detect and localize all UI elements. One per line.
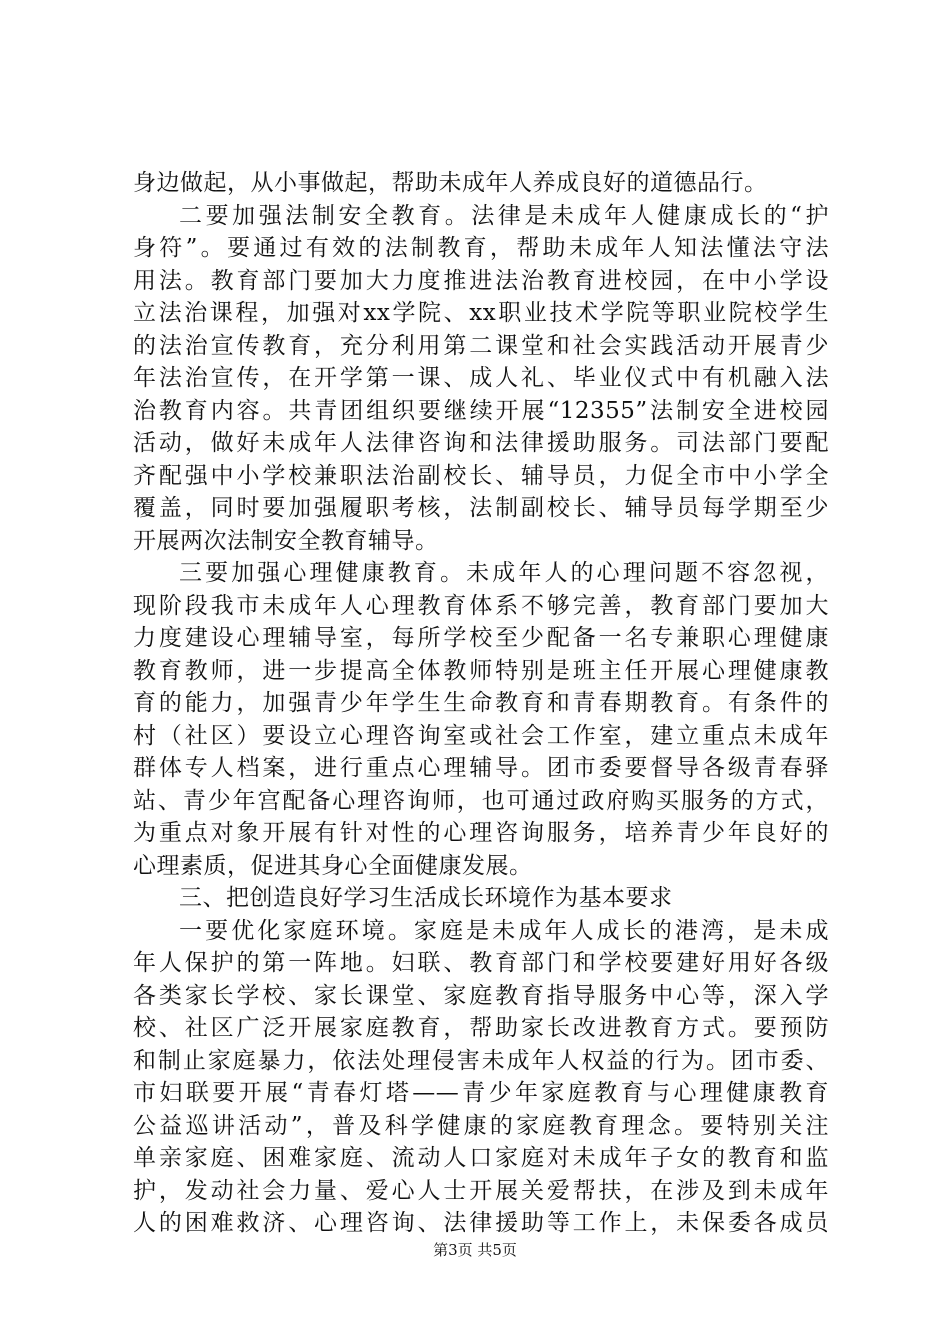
text-line: 心理素质，促进其身心全面健康发展。 [133,852,533,879]
text-line: 活动，做好未成年人法律咨询和法律援助服务。司法部门要配 [133,430,829,456]
text-line: 覆盖，同时要加强履职考核，法制副校长、辅导员每学期至少 [133,495,829,521]
text-line: 年人保护的第一阵地。妇联、教育部门和学校要建好用好各级 [133,950,829,976]
document-body [133,167,829,1240]
text-line: 齐配强中小学校兼职法治副校长、辅导员，力促全市中小学全 [133,462,829,489]
text-line: 为重点对象开展有针对性的心理咨询服务，培养青少年良好的 [133,820,829,846]
text-line: 单亲家庭、困难家庭、流动人口家庭对未成年子女的教育和监 [133,1145,829,1171]
text-line: 身符”。要通过有效的法制教育，帮助未成年人知法懂法守法 [133,235,829,261]
text-line: 人的困难救济、心理咨询、法律援助等工作上，未保委各成员 [133,1210,829,1236]
text-line: 开展两次法制安全教育辅导。 [133,527,439,554]
text-line: 治教育内容。共青团组织要继续开展“12355”法制安全进校园 [133,397,829,424]
text-line: 一要优化家庭环境。家庭是未成年人成长的港湾，是未成 [179,917,829,944]
text-line: 群体专人档案，进行重点心理辅导。团市委要督导各级青春驿 [133,755,829,781]
text-line: 的法治宣传教育，充分利用第二课堂和社会实践活动开展青少 [133,332,829,359]
text-line: 村（社区）要设立心理咨询室或社会工作室，建立重点未成年 [133,722,829,749]
text-line: 年法治宣传，在开学第一课、成人礼、毕业仪式中有机融入法 [133,365,829,391]
text-line: 力度建设心理辅导室，每所学校至少配备一名专兼职心理健康 [133,625,829,651]
text-line: 市妇联要开展“青春灯塔——青少年家庭教育与心理健康教育 [133,1080,829,1106]
text-line: 和制止家庭暴力，依法处理侵害未成年人权益的行为。团市委、 [133,1047,829,1074]
text-line: 二要加强法制安全教育。法律是未成年人健康成长的“护 [179,202,829,229]
page-footer: 第3页 共5页 [433,1241,517,1259]
text-line: 三、把创造良好学习生活成长环境作为基本要求 [179,885,673,911]
text-line: 身边做起，从小事做起，帮助未成年人养成良好的道德品行。 [133,170,768,196]
text-line: 校、社区广泛开展家庭教育，帮助家长改进教育方式。要预防 [133,1015,829,1041]
text-line: 护，发动社会力量、爱心人士开展关爱帮扶，在涉及到未成年 [133,1177,829,1204]
text-line: 教育教师，进一步提高全体教师特别是班主任开展心理健康教 [133,657,829,684]
text-line: 各类家长学校、家长课堂、家庭教育指导服务中心等，深入学 [133,982,829,1009]
text-line: 公益巡讲活动”，普及科学健康的家庭教育理念。要特别关注 [133,1112,829,1139]
text-line: 立法治课程，加强对xx学院、xx职业技术学院等职业院校学生 [133,300,829,326]
text-line: 育的能力，加强青少年学生生命教育和青春期教育。有条件的 [133,690,829,716]
text-line: 三要加强心理健康教育。未成年人的心理问题不容忽视， [179,560,829,586]
text-line: 站、青少年宫配备心理咨询师，也可通过政府购买服务的方式， [133,787,829,814]
text-line: 现阶段我市未成年人心理教育体系不够完善，教育部门要加大 [133,592,829,619]
text-line: 用法。教育部门要加大力度推进法治教育进校园，在中小学设 [133,267,829,294]
